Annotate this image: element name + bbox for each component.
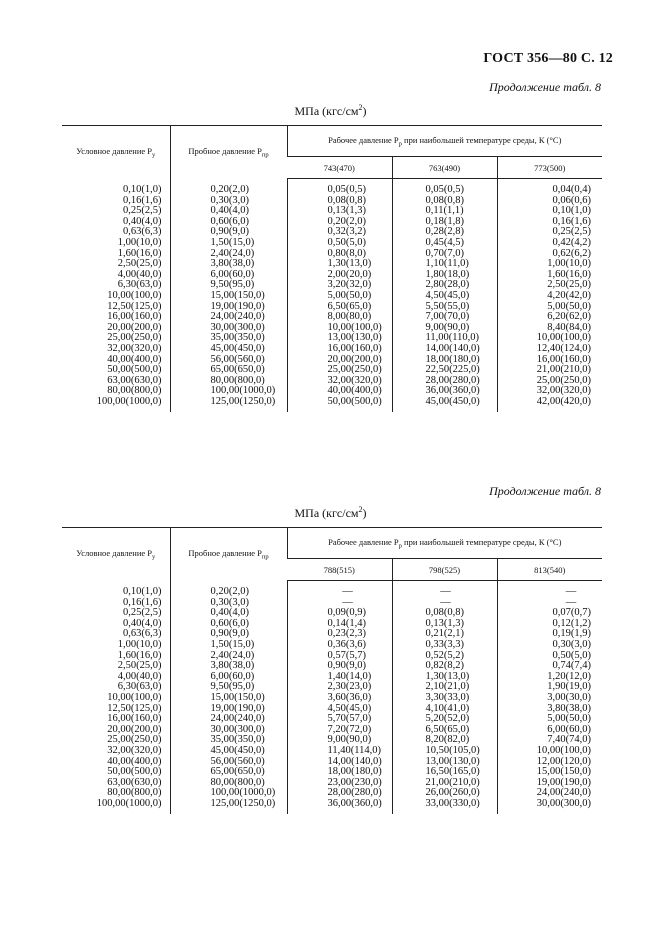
cell-working-pressure-1: 4,50(45,0) (287, 704, 392, 715)
cell-working-pressure-2: 16,50(165,0) (392, 767, 497, 778)
cell-working-pressure-1: 23,00(230,0) (287, 778, 392, 789)
cell-nominal-pressure: 16,00(160,0) (107, 311, 162, 323)
cell-working-pressure-2: 3,30(33,0) (392, 693, 497, 704)
cell-nominal-pressure: 25,00(250,0) (107, 734, 162, 746)
cell-working-pressure-1: 0,08(0,8) (287, 196, 392, 207)
header-temp: 743(470) (287, 157, 392, 179)
cell-working-pressure-2: 0,08(0,8) (392, 608, 497, 619)
cell-test-pressure: 0,60(6,0) (170, 619, 287, 630)
cell-working-pressure-3: 0,19(1,9) (497, 629, 602, 640)
cell-working-pressure-1: 0,32(3,2) (287, 227, 392, 238)
cell-nominal-pressure: 32,00(320,0) (107, 342, 162, 354)
cell-working-pressure-2: 5,20(52,0) (392, 714, 497, 725)
cell-test-pressure: 6,00(60,0) (170, 672, 287, 683)
cell-working-pressure-2: 0,13(1,3) (392, 619, 497, 630)
cell-working-pressure-3: 19,00(190,0) (497, 778, 602, 789)
cell-test-pressure: 1,50(15,0) (170, 238, 287, 249)
table-row (62, 746, 602, 757)
cell-test-pressure: 45,00(450,0) (170, 746, 287, 757)
cell-nominal-pressure: 25,00(250,0) (107, 332, 162, 344)
cell-nominal-pressure: 63,00(630,0) (107, 776, 162, 788)
unit-label-1: МПа $(кгс/см^2)$ (294, 103, 367, 118)
cell-test-pressure: 15,00(150,0) (170, 693, 287, 704)
pressure-table-1 (62, 125, 602, 412)
cell-working-pressure-1: 18,00(180,0) (287, 767, 392, 778)
cell-nominal-pressure: 0,63(6,3) (123, 226, 162, 238)
header-nominal-pressure: Условное давление $P_у$ (62, 528, 170, 581)
cell-nominal-pressure: 100,00(1000,0) (96, 797, 162, 809)
cell-nominal-pressure: 1,00(10,0) (117, 236, 162, 248)
cell-test-pressure: 80,00(800,0) (170, 778, 287, 789)
cell-nominal-pressure: 40,00(400,0) (107, 353, 162, 365)
cell-test-pressure: 19,00(190,0) (170, 302, 287, 313)
cell-test-pressure: 6,00(60,0) (170, 270, 287, 281)
cell-working-pressure-3: 12,00(120,0) (497, 757, 602, 768)
cell-nominal-pressure: 2,50(25,0) (117, 660, 162, 672)
cell-nominal-pressure: 20,00(200,0) (107, 723, 162, 735)
cell-working-pressure-2: 0,52(5,2) (392, 651, 497, 662)
table-row (62, 291, 602, 302)
cell-test-pressure: 65,00(650,0) (170, 767, 287, 778)
cell-working-pressure-1: 50,00(500,0) (287, 397, 392, 413)
cell-working-pressure-1: 16,00(160,0) (287, 344, 392, 355)
cell-working-pressure-3: 10,00(100,0) (497, 746, 602, 757)
cell-working-pressure-1: 0,90(9,0) (287, 661, 392, 672)
cell-working-pressure-3: 24,00(240,0) (497, 788, 602, 799)
cell-working-pressure-2: 1,30(13,0) (392, 672, 497, 683)
cell-working-pressure-3: 15,00(150,0) (497, 767, 602, 778)
cell-working-pressure-2: 1,10(11,0) (392, 259, 497, 270)
table-row (62, 238, 602, 249)
empty-value-dash: — (342, 596, 353, 608)
cell-nominal-pressure: 0,25(2,5) (123, 607, 162, 619)
cell-test-pressure: 0,90(9,0) (170, 227, 287, 238)
cell-working-pressure-2: 0,18(1,8) (392, 217, 497, 228)
cell-working-pressure-1: 10,00(100,0) (287, 323, 392, 334)
cell-working-pressure-1: 3,60(36,0) (287, 693, 392, 704)
cell-test-pressure: 3,80(38,0) (170, 259, 287, 270)
cell-working-pressure-3: 10,00(100,0) (497, 333, 602, 344)
pressure-table-2 (62, 527, 602, 814)
cell-working-pressure-2: 7,00(70,0) (392, 312, 497, 323)
cell-working-pressure-2: 0,08(0,8) (392, 196, 497, 207)
cell-working-pressure-2: 0,28(2,8) (392, 227, 497, 238)
cell-working-pressure-1 (287, 581, 392, 598)
cell-nominal-pressure: 1,00(10,0) (117, 638, 162, 650)
cell-nominal-pressure: 0,10(1,0) (123, 585, 162, 597)
cell-working-pressure-1: 11,40(114,0) (287, 746, 392, 757)
cell-nominal-pressure: 0,16(1,6) (123, 596, 162, 608)
cell-working-pressure-2: 0,33(3,3) (392, 640, 497, 651)
cell-working-pressure-3: 0,42(4,2) (497, 238, 602, 249)
cell-test-pressure: 56,00(560,0) (170, 355, 287, 366)
cell-nominal-pressure: 0,40(4,0) (123, 215, 162, 227)
cell-test-pressure: 19,00(190,0) (170, 704, 287, 715)
cell-test-pressure: 65,00(650,0) (170, 365, 287, 376)
cell-working-pressure-3: 2,50(25,0) (497, 280, 602, 291)
empty-value-dash: — (440, 596, 451, 608)
header-test-pressure: Пробное давление $P_{пр}$ (170, 528, 287, 581)
cell-working-pressure-3: 1,90(19,0) (497, 682, 602, 693)
cell-test-pressure: 35,00(350,0) (170, 333, 287, 344)
cell-working-pressure-1: 0,20(2,0) (287, 217, 392, 228)
cell-test-pressure: 0,40(4,0) (170, 608, 287, 619)
cell-working-pressure-2: 0,05(0,5) (392, 179, 497, 196)
table-row (62, 581, 602, 598)
cell-working-pressure-1: 36,00(360,0) (287, 799, 392, 815)
cell-working-pressure-3: 0,12(1,2) (497, 619, 602, 630)
cell-working-pressure-2: 26,00(260,0) (392, 788, 497, 799)
empty-value-dash: — (565, 586, 577, 597)
cell-nominal-pressure: 63,00(630,0) (107, 374, 162, 386)
cell-working-pressure-3: 7,40(74,0) (497, 735, 602, 746)
continued-label-1: Продолжение табл. 8 (489, 80, 601, 94)
cell-working-pressure-1: 2,30(23,0) (287, 682, 392, 693)
cell-test-pressure: 2,40(24,0) (170, 651, 287, 662)
cell-working-pressure-3: 3,00(30,0) (497, 693, 602, 704)
cell-working-pressure-1: 40,00(400,0) (287, 386, 392, 397)
cell-working-pressure-1: 5,00(50,0) (287, 291, 392, 302)
table-body-1 (62, 179, 602, 413)
header-temp: 798(525) (392, 559, 497, 581)
cell-working-pressure-1: 13,00(130,0) (287, 333, 392, 344)
cell-working-pressure-1: 0,57(5,7) (287, 651, 392, 662)
cell-nominal-pressure: 20,00(200,0) (107, 321, 162, 333)
cell-working-pressure-3: 1,20(12,0) (497, 672, 602, 683)
cell-test-pressure: 0,30(3,0) (170, 196, 287, 207)
cell-nominal-pressure: 40,00(400,0) (107, 755, 162, 767)
cell-working-pressure-1: 9,00(90,0) (287, 735, 392, 746)
cell-working-pressure-3: 32,00(320,0) (497, 386, 602, 397)
cell-working-pressure-2: 36,00(360,0) (392, 386, 497, 397)
cell-nominal-pressure: 6,30(63,0) (117, 681, 162, 693)
unit-label-2: МПа $(кгс/см^2)$ (294, 505, 367, 520)
cell-working-pressure-3: 0,07(0,7) (497, 608, 602, 619)
cell-working-pressure-3: 0,04(0,4) (497, 179, 602, 196)
cell-nominal-pressure: 10,00(100,0) (107, 289, 162, 301)
table-row (62, 693, 602, 704)
cell-nominal-pressure: 50,00(500,0) (107, 364, 162, 376)
cell-working-pressure-2: 0,82(8,2) (392, 661, 497, 672)
cell-working-pressure-2: 22,50(225,0) (392, 365, 497, 376)
cell-working-pressure-3: 6,00(60,0) (497, 725, 602, 736)
cell-test-pressure: 30,00(300,0) (170, 725, 287, 736)
header-test-pressure: Пробное давление $P_{пр}$ (170, 126, 287, 179)
cell-nominal-pressure: 12,50(125,0) (107, 702, 162, 714)
cell-test-pressure: 125,00(1250,0) (170, 397, 287, 413)
cell-working-pressure-2: 13,00(130,0) (392, 757, 497, 768)
cell-working-pressure-2: 0,45(4,5) (392, 238, 497, 249)
cell-test-pressure: 0,40(4,0) (170, 206, 287, 217)
table-row (62, 799, 602, 815)
cell-nominal-pressure: 1,60(16,0) (117, 247, 162, 259)
cell-working-pressure-1: 7,20(72,0) (287, 725, 392, 736)
cell-test-pressure: 2,40(24,0) (170, 249, 287, 260)
cell-working-pressure-2: 28,00(280,0) (392, 376, 497, 387)
cell-working-pressure-1: 0,80(8,0) (287, 249, 392, 260)
cell-working-pressure-1: 0,14(1,4) (287, 619, 392, 630)
cell-working-pressure-1: 0,05(0,5) (287, 179, 392, 196)
cell-working-pressure-3: 5,00(50,0) (497, 302, 602, 313)
cell-working-pressure-1: 5,70(57,0) (287, 714, 392, 725)
page-header: ГОСТ 356—80 С. 12 (483, 51, 613, 66)
cell-working-pressure-1: 1,30(13,0) (287, 259, 392, 270)
cell-working-pressure-3: 6,20(62,0) (497, 312, 602, 323)
cell-nominal-pressure: 32,00(320,0) (107, 744, 162, 756)
cell-working-pressure-1: 6,50(65,0) (287, 302, 392, 313)
cell-working-pressure-2: 21,00(210,0) (392, 778, 497, 789)
cell-test-pressure: 0,20(2,0) (170, 179, 287, 196)
cell-nominal-pressure: 0,16(1,6) (123, 194, 162, 206)
header-temp: 813(540) (497, 559, 602, 581)
cell-test-pressure: 0,30(3,0) (170, 598, 287, 609)
header-temp: 763(490) (392, 157, 497, 179)
cell-working-pressure-1: 1,40(14,0) (287, 672, 392, 683)
cell-working-pressure-1: 0,09(0,9) (287, 608, 392, 619)
cell-nominal-pressure: 80,00(800,0) (107, 787, 162, 799)
continued-label-2: Продолжение табл. 8 (489, 484, 601, 498)
cell-test-pressure: 35,00(350,0) (170, 735, 287, 746)
cell-nominal-pressure: 12,50(125,0) (107, 300, 162, 312)
cell-working-pressure-1: 2,00(20,0) (287, 270, 392, 281)
cell-working-pressure-2: 45,00(450,0) (392, 397, 497, 413)
cell-working-pressure-1: 28,00(280,0) (287, 788, 392, 799)
cell-nominal-pressure: 6,30(63,0) (117, 279, 162, 291)
table-row (62, 640, 602, 651)
cell-working-pressure-3: 25,00(250,0) (497, 376, 602, 387)
cell-working-pressure-2: 10,50(105,0) (392, 746, 497, 757)
header-temp: 788(515) (287, 559, 392, 581)
cell-working-pressure-2: 4,50(45,0) (392, 291, 497, 302)
header-temp: 773(500) (497, 157, 602, 179)
cell-test-pressure: 100,00(1000,0) (170, 386, 287, 397)
cell-working-pressure-1: 0,36(3,6) (287, 640, 392, 651)
cell-working-pressure-3: 0,50(5,0) (497, 651, 602, 662)
cell-working-pressure-3: 8,40(84,0) (497, 323, 602, 334)
cell-test-pressure: 45,00(450,0) (170, 344, 287, 355)
table-body-2 (62, 581, 602, 815)
cell-test-pressure: 3,80(38,0) (170, 661, 287, 672)
cell-nominal-pressure: 16,00(160,0) (107, 713, 162, 725)
cell-working-pressure-3 (497, 581, 602, 598)
cell-working-pressure-2: 0,11(1,1) (392, 206, 497, 217)
cell-working-pressure-2: 2,10(21,0) (392, 682, 497, 693)
cell-nominal-pressure: 0,40(4,0) (123, 617, 162, 629)
cell-working-pressure-1: 0,13(1,3) (287, 206, 392, 217)
cell-working-pressure-3: 0,62(6,2) (497, 249, 602, 260)
header-nominal-pressure: Условное давление $P_у$ (62, 126, 170, 179)
header-working-pressure: Рабочее давление $P_р$ при наибольшей температуре среды, К (°С) (287, 528, 602, 559)
cell-nominal-pressure: 0,10(1,0) (123, 183, 162, 195)
cell-working-pressure-2: 11,00(110,0) (392, 333, 497, 344)
cell-working-pressure-1: 0,50(5,0) (287, 238, 392, 249)
cell-test-pressure: 15,00(150,0) (170, 291, 287, 302)
empty-value-dash: — (565, 596, 577, 608)
cell-working-pressure-2: 6,50(65,0) (392, 725, 497, 736)
cell-working-pressure-3: 21,00(210,0) (497, 365, 602, 376)
cell-working-pressure-3: 0,30(3,0) (497, 640, 602, 651)
cell-working-pressure-2: 1,80(18,0) (392, 270, 497, 281)
cell-working-pressure-2: 4,10(41,0) (392, 704, 497, 715)
cell-working-pressure-3: 5,00(50,0) (497, 714, 602, 725)
cell-test-pressure: 0,60(6,0) (170, 217, 287, 228)
cell-working-pressure-1: 8,00(80,0) (287, 312, 392, 323)
cell-test-pressure: 24,00(240,0) (170, 714, 287, 725)
cell-nominal-pressure: 80,00(800,0) (107, 385, 162, 397)
cell-working-pressure-2: 0,70(7,0) (392, 249, 497, 260)
cell-test-pressure: 100,00(1000,0) (170, 788, 287, 799)
cell-working-pressure-3: 0,74(7,4) (497, 661, 602, 672)
cell-nominal-pressure: 0,63(6,3) (123, 628, 162, 640)
header-working-pressure: Рабочее давление $P_р$ при наибольшей температуре среды, К (°С) (287, 126, 602, 157)
cell-working-pressure-3: 0,16(1,6) (497, 217, 602, 228)
cell-nominal-pressure: 4,00(40,0) (117, 670, 162, 682)
cell-working-pressure-3: 42,00(420,0) (497, 397, 602, 413)
cell-working-pressure-2: 33,00(330,0) (392, 799, 497, 815)
cell-working-pressure-2: 18,00(180,0) (392, 355, 497, 366)
empty-value-dash: — (342, 586, 353, 597)
cell-working-pressure-2: 2,80(28,0) (392, 280, 497, 291)
cell-nominal-pressure: 1,60(16,0) (117, 649, 162, 661)
cell-nominal-pressure: 4,00(40,0) (117, 268, 162, 280)
cell-working-pressure-2: 0,21(2,1) (392, 629, 497, 640)
cell-nominal-pressure: 2,50(25,0) (117, 258, 162, 270)
cell-nominal-pressure: 100,00(1000,0) (96, 395, 162, 407)
cell-nominal-pressure: 10,00(100,0) (107, 691, 162, 703)
table-row (62, 397, 602, 413)
cell-nominal-pressure: 50,00(500,0) (107, 766, 162, 778)
cell-test-pressure: 0,20(2,0) (170, 581, 287, 598)
cell-working-pressure-3: 4,20(42,0) (497, 291, 602, 302)
cell-working-pressure-1: 0,23(2,3) (287, 629, 392, 640)
cell-working-pressure-3: 0,06(0,6) (497, 196, 602, 207)
cell-working-pressure-2: 8,20(82,0) (392, 735, 497, 746)
table-row (62, 179, 602, 196)
cell-working-pressure-3: 16,00(160,0) (497, 355, 602, 366)
cell-working-pressure-3: 12,40(124,0) (497, 344, 602, 355)
cell-working-pressure-1: 14,00(140,0) (287, 757, 392, 768)
cell-working-pressure-1: 3,20(32,0) (287, 280, 392, 291)
cell-test-pressure: 80,00(800,0) (170, 376, 287, 387)
cell-working-pressure-1: 20,00(200,0) (287, 355, 392, 366)
cell-test-pressure: 9,50(95,0) (170, 682, 287, 693)
cell-test-pressure: 9,50(95,0) (170, 280, 287, 291)
cell-working-pressure-2: 5,50(55,0) (392, 302, 497, 313)
cell-nominal-pressure: 0,25(2,5) (123, 205, 162, 217)
cell-working-pressure-3: 1,00(10,0) (497, 259, 602, 270)
cell-test-pressure: 1,50(15,0) (170, 640, 287, 651)
cell-working-pressure-2 (392, 581, 497, 598)
cell-working-pressure-3: 30,00(300,0) (497, 799, 602, 815)
cell-working-pressure-3: 0,25(2,5) (497, 227, 602, 238)
cell-test-pressure: 0,90(9,0) (170, 629, 287, 640)
cell-test-pressure: 56,00(560,0) (170, 757, 287, 768)
cell-test-pressure: 24,00(240,0) (170, 312, 287, 323)
cell-working-pressure-2: 9,00(90,0) (392, 323, 497, 334)
cell-working-pressure-2: 14,00(140,0) (392, 344, 497, 355)
empty-value-dash: — (440, 586, 451, 597)
cell-working-pressure-3: 1,60(16,0) (497, 270, 602, 281)
cell-test-pressure: 125,00(1250,0) (170, 799, 287, 815)
cell-working-pressure-3: 3,80(38,0) (497, 704, 602, 715)
cell-working-pressure-3: 0,10(1,0) (497, 206, 602, 217)
cell-test-pressure: 30,00(300,0) (170, 323, 287, 334)
cell-working-pressure-1: 25,00(250,0) (287, 365, 392, 376)
cell-working-pressure-1: 32,00(320,0) (287, 376, 392, 387)
table-row (62, 344, 602, 355)
